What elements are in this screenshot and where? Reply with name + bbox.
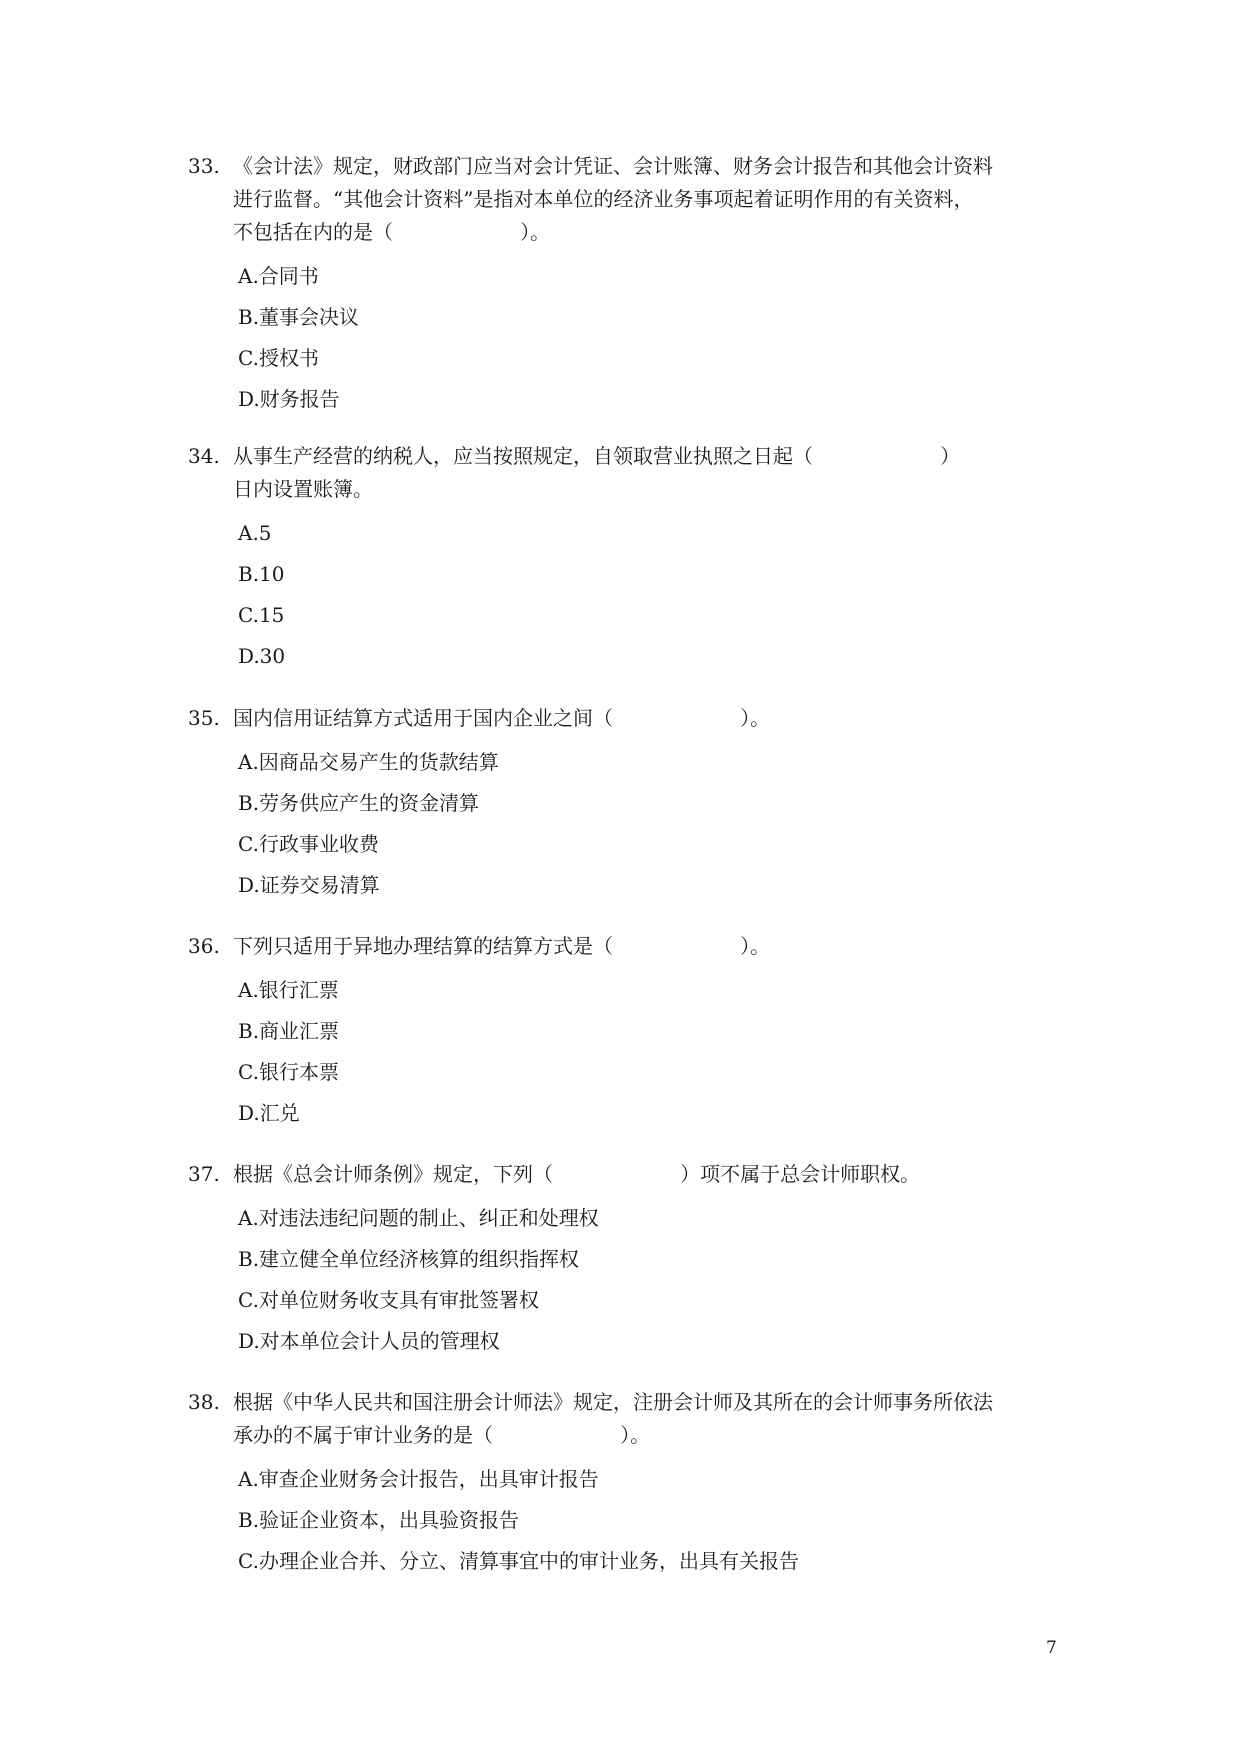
- option-a: A.银行汇票: [238, 978, 339, 1002]
- option-b: B.10: [238, 562, 285, 586]
- options-list: [188, 513, 1068, 677]
- option-a: A.因商品交易产生的货款结算: [238, 750, 499, 774]
- options-list: [188, 256, 1068, 420]
- option-d: D.30: [238, 644, 286, 668]
- option-b: B.验证企业资本，出具验资报告: [238, 1508, 520, 1532]
- option-d: D.证券交易清算: [238, 873, 380, 897]
- option-d: D.对本单位会计人员的管理权: [238, 1329, 500, 1353]
- option-c: C.15: [238, 603, 285, 627]
- page-number: 7: [1046, 1638, 1057, 1658]
- question-35: [188, 702, 1068, 906]
- question-text: 承办的不属于审计业务的是（ ）。: [233, 1423, 651, 1447]
- question-number: 36.: [188, 934, 220, 958]
- option-c: C.对单位财务收支具有审批签署权: [238, 1288, 539, 1312]
- options-list: [188, 1459, 1068, 1582]
- option-c: C.办理企业合并、分立、清算事宜中的审计业务，出具有关报告: [238, 1549, 799, 1573]
- question-line: [188, 1386, 1068, 1419]
- question-line: [188, 150, 1068, 183]
- option-a: A.5: [238, 521, 272, 545]
- question-line: [188, 1419, 1068, 1452]
- question-text: 从事生产经营的纳税人，应当按照规定，自领取营业执照之日起（ ）: [233, 444, 961, 468]
- option-d: D.汇兑: [238, 1101, 300, 1125]
- option-b: B.劳务供应产生的资金清算: [238, 791, 480, 815]
- question-text: 进行监督。“其他会计资料”是指对本单位的经济业务事项起着证明作用的有关资料，: [233, 187, 974, 211]
- question-33: [188, 150, 1068, 420]
- option-d: D.财务报告: [238, 387, 340, 411]
- options-list: [188, 970, 1068, 1134]
- question-36: [188, 930, 1068, 1134]
- question-line: [188, 930, 1068, 963]
- question-text: 根据《总会计师条例》规定，下列（ ）项不属于总会计师职权。: [233, 1162, 921, 1186]
- question-line: [188, 702, 1068, 735]
- question-37: [188, 1158, 1068, 1362]
- question-text: 《会计法》规定，财政部门应当对会计凭证、会计账簿、财务会计报告和其他会计资料: [233, 154, 993, 178]
- question-text: 日内设置账簿。: [233, 477, 373, 501]
- question-number: 34.: [188, 444, 220, 468]
- question-text: 国内信用证结算方式适用于国内企业之间（ ）。: [233, 706, 771, 730]
- question-line: [188, 440, 1068, 473]
- option-b: B.董事会决议: [238, 305, 360, 329]
- question-text: 下列只适用于异地办理结算的结算方式是（ ）。: [233, 934, 771, 958]
- question-text: 根据《中华人民共和国注册会计师法》规定，注册会计师及其所在的会计师事务所依法: [233, 1390, 993, 1414]
- question-number: 37.: [188, 1162, 220, 1186]
- option-c: C.授权书: [238, 346, 319, 370]
- question-38: [188, 1386, 1068, 1582]
- question-line: [188, 183, 1068, 216]
- option-a: A.审查企业财务会计报告，出具审计报告: [238, 1467, 599, 1491]
- option-c: C.行政事业收费: [238, 832, 379, 856]
- options-list: [188, 742, 1068, 906]
- option-b: B.建立健全单位经济核算的组织指挥权: [238, 1247, 580, 1271]
- options-list: [188, 1198, 1068, 1362]
- question-line: [188, 1158, 1068, 1191]
- question-number: 35.: [188, 706, 220, 730]
- question-number: 38.: [188, 1390, 220, 1414]
- question-line: [188, 473, 1068, 506]
- question-34: [188, 440, 1068, 677]
- question-line: [188, 216, 1068, 249]
- option-b: B.商业汇票: [238, 1019, 340, 1043]
- option-a: A.对违法违纪问题的制止、纠正和处理权: [238, 1206, 599, 1230]
- option-c: C.银行本票: [238, 1060, 339, 1084]
- option-a: A.合同书: [238, 264, 319, 288]
- question-number: 33.: [188, 154, 220, 178]
- question-text: 不包括在内的是（ ）。: [233, 220, 551, 244]
